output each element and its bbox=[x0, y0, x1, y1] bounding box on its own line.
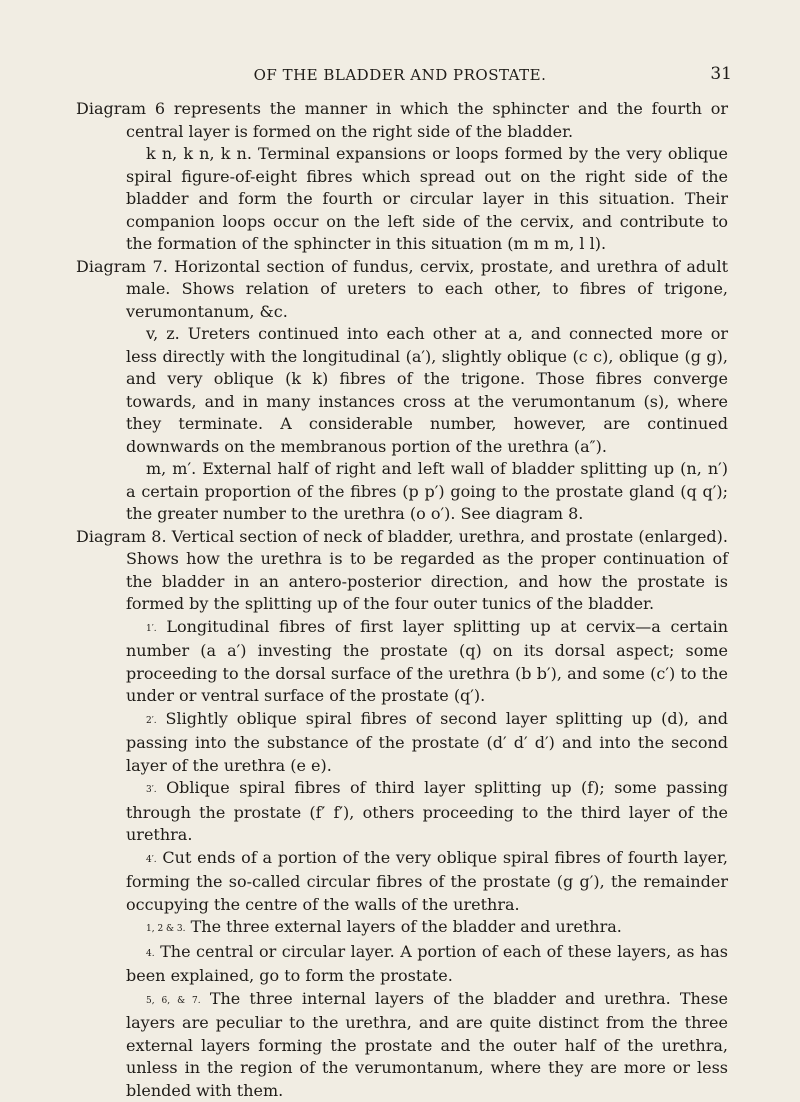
diagram-7-intro: Diagram 7. Horizontal section of fundus, cervix, prostate, and urethra of adult male. Shows relation of ureters to each other, to fibres of trigone, verumontanum, &c. bbox=[76, 256, 728, 324]
diagram-8-item-7: 5, 6, & 7. The three internal layers of the bladder and urethra. These layers are peculiar to the urethra, and are quite distinct from the three external layers forming the prostate and the outer half of the urethra, unless in the region of the verumontanum, where they are more or less blended with them. bbox=[126, 988, 728, 1102]
running-head: OF THE BLADDER AND PROSTATE. bbox=[0, 66, 800, 84]
page-number: 31 bbox=[710, 64, 732, 84]
diagram-8-item-4: 4′. Cut ends of a portion of the very oblique spiral fibres of fourth layer, forming the so-called circular fibres of the prostate (g g′), the remainder occupying the centre of the walls of the urethra. bbox=[126, 847, 728, 917]
diagram-6-kn: k n, k n, k n. Terminal expansions or loops formed by the very oblique spiral figure-of-eight fibres which spread out on the right side of the bladder and form the fourth or circular layer in this situation. Their companion loops occur on the left side of the cervix, and contribute to the formation of the sphincter in this situation (m m m, l l). bbox=[76, 143, 728, 256]
diagram-7-mm: m, m′. External half of right and left wall of bladder splitting up (n, n′) a certain proportion of the fibres (p p′) going to the prostate gland (q q′); the greater number to the urethra (o o′). See diagram 8. bbox=[76, 458, 728, 526]
page-header bbox=[0, 62, 800, 86]
diagram-7-vz: v, z. Ureters continued into each other at a, and connected more or less directly with the longitudinal (a′), slightly oblique (c c), oblique (g g), and very oblique (k k) fibres of the trigone. Those fibres converge towards, and in many instances cross at the verumontanum (s), where they terminate. A considerable number, however, are continued downwards on the membranous portion of the urethra (a″). bbox=[76, 323, 728, 458]
diagram-8-item-3: 3′. Oblique spiral fibres of third layer splitting up (f); some passing through the prostate (f′ f′), others proceeding to the third layer of the urethra. bbox=[126, 777, 728, 847]
diagram-6-intro: Diagram 6 represents the manner in which the sphincter and the fourth or central layer is formed on the right side of the bladder. bbox=[76, 98, 728, 143]
diagram-8-item-5: 1, 2 & 3. The three external layers of the bladder and urethra. bbox=[126, 916, 728, 941]
diagram-8-items bbox=[76, 616, 728, 1102]
diagram-8-intro: Diagram 8. Vertical section of neck of bladder, urethra, and prostate (enlarged). Shows how the urethra is to be regarded as the proper continuation of the bladder in an antero-posterior direction, and how the prostate is formed by the splitting up of the four outer tunics of the bladder. bbox=[76, 526, 728, 616]
diagram-8-item-6: 4. The central or circular layer. A portion of each of these layers, as has been explained, go to form the prostate. bbox=[126, 941, 728, 988]
diagram-8-item-2: 2′. Slightly oblique spiral fibres of second layer splitting up (d), and passing into the substance of the prostate (d′ d′ d′) and into the second layer of the urethra (e e). bbox=[126, 708, 728, 778]
diagram-8-item-1: 1′. Longitudinal fibres of first layer splitting up at cervix—a certain number (a a′) investing the prostate (q) on its dorsal aspect; some proceeding to the dorsal surface of the urethra (b b′), and some (c′) to the under or ventral surface of the prostate (q′). bbox=[126, 616, 728, 708]
body-text bbox=[76, 98, 728, 1102]
